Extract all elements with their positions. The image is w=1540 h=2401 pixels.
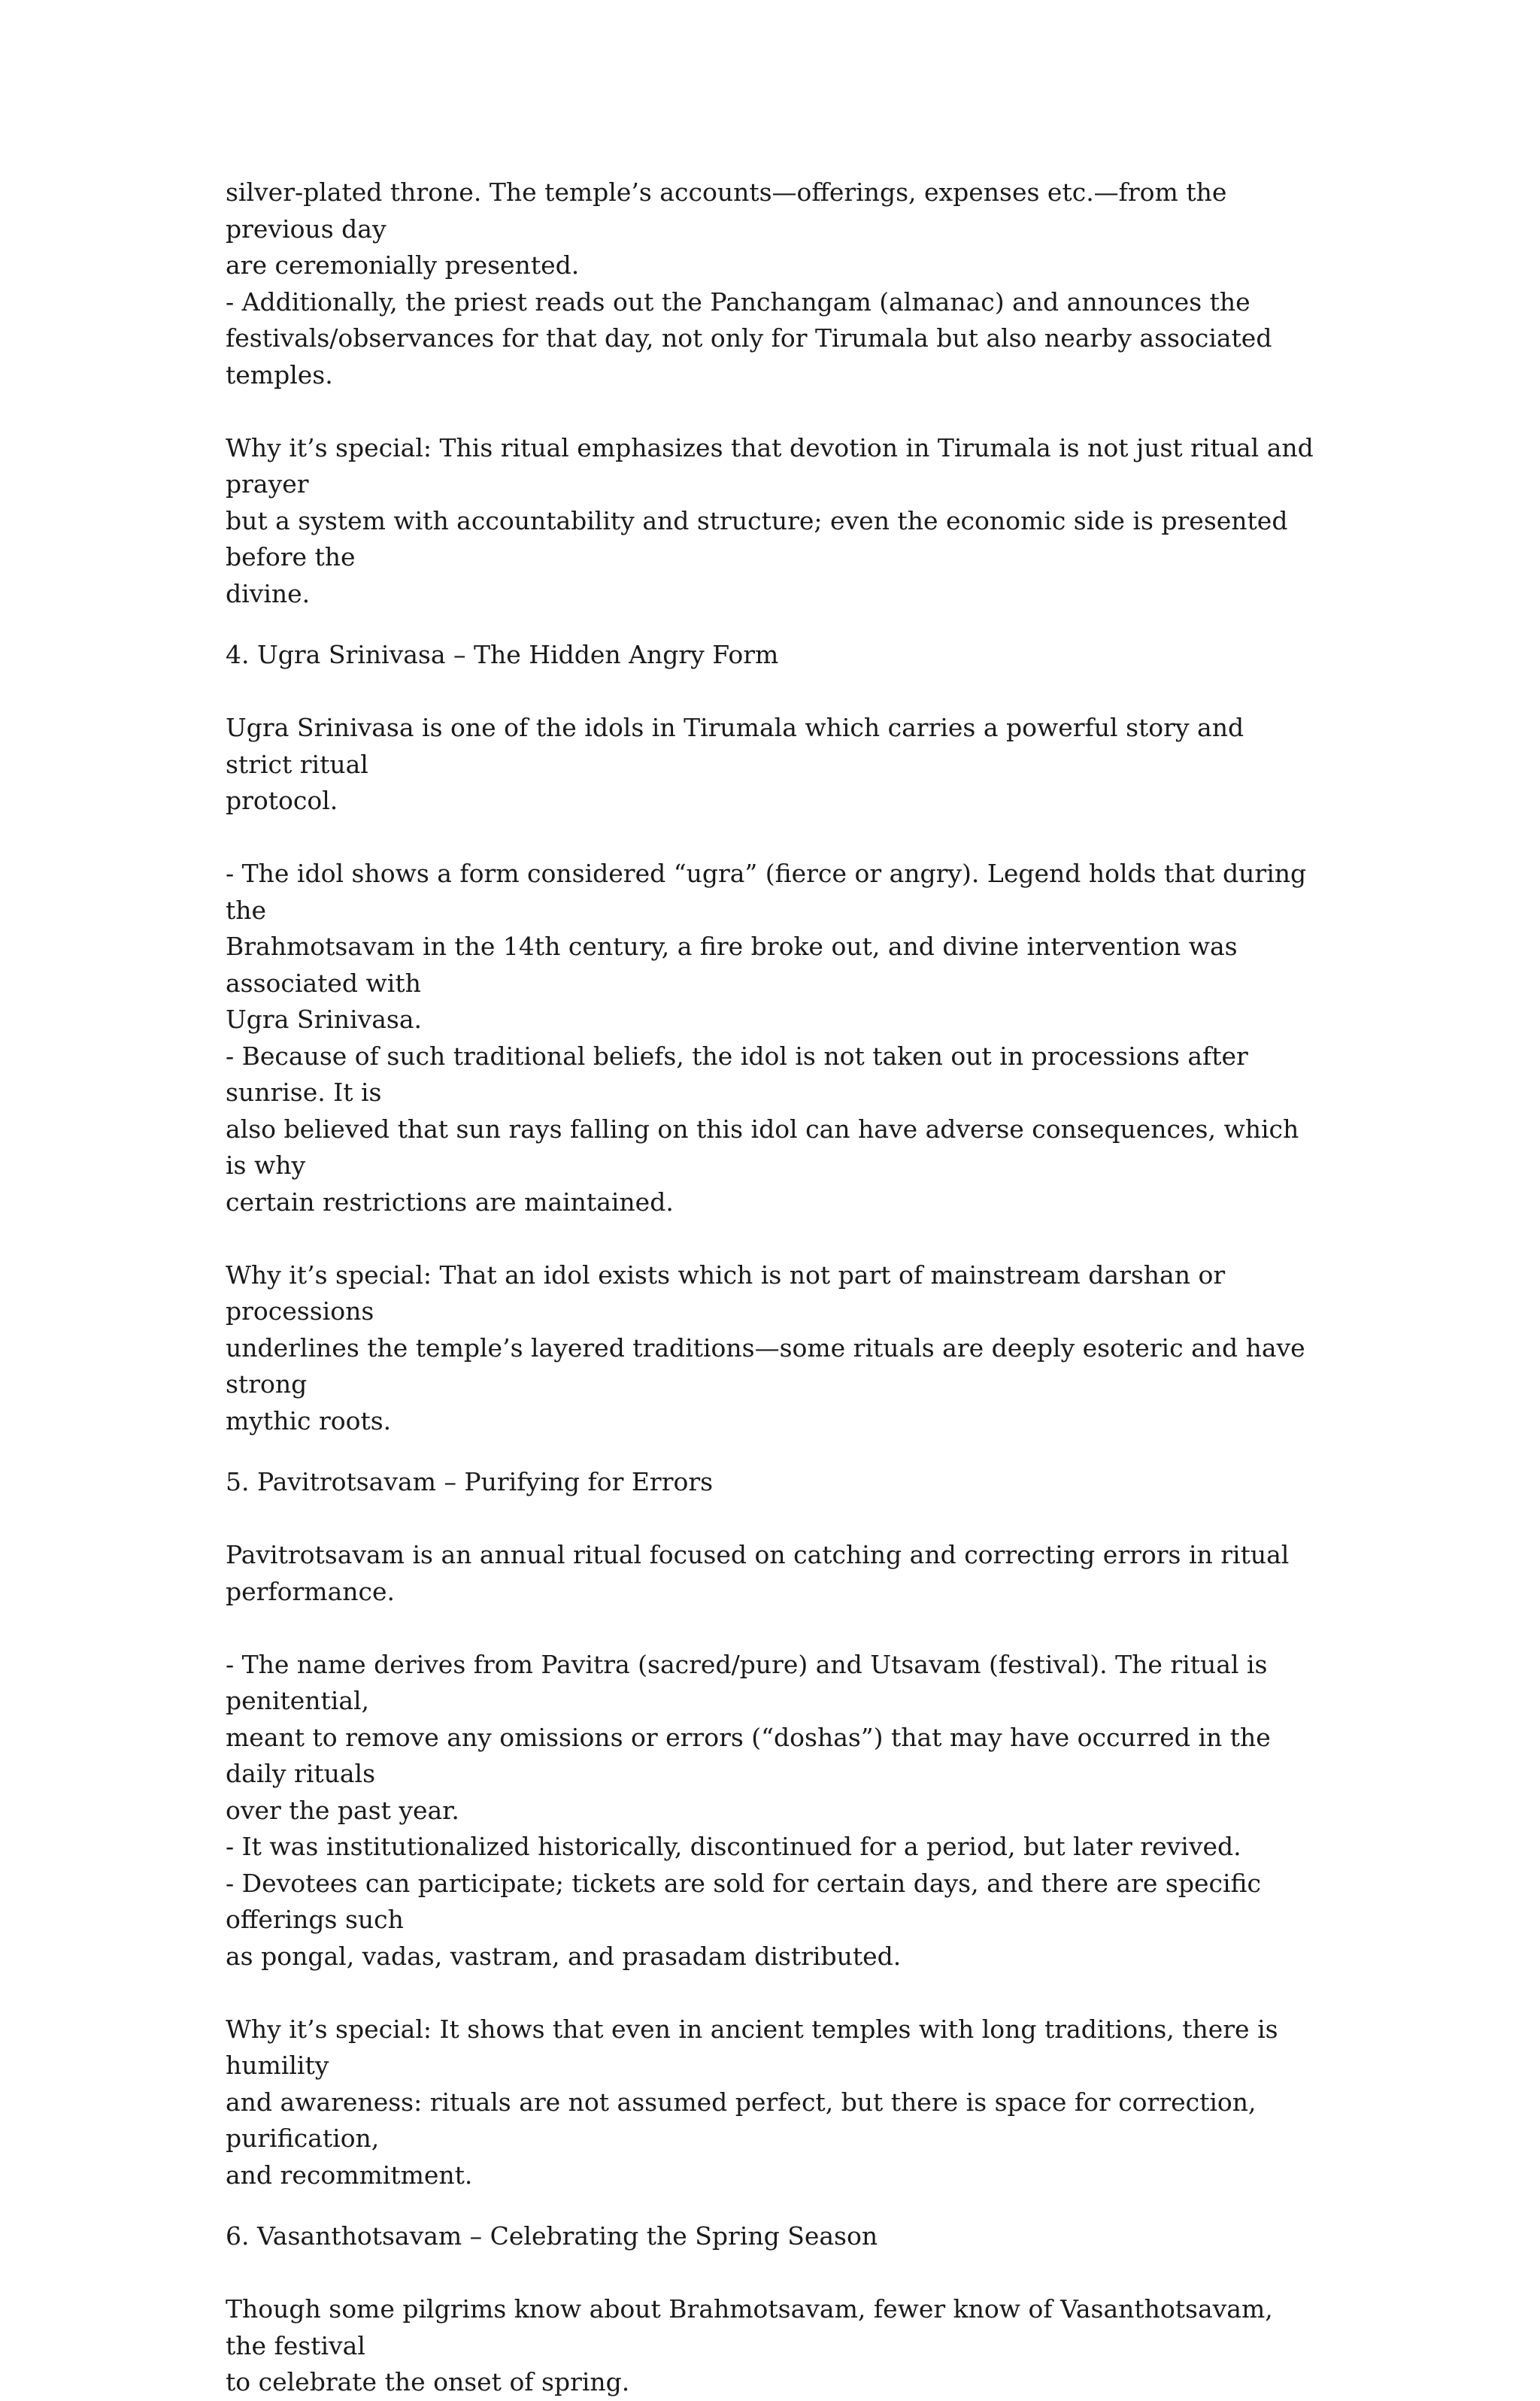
paragraph-gap bbox=[226, 393, 1316, 430]
text-line: Brahmotsavam in the 14th century, a fire broke out, and divine intervention was associated with bbox=[226, 932, 1238, 998]
text-line: to celebrate the onset of spring. bbox=[226, 2367, 630, 2396]
text-line: underlines the temple’s layered traditions—some rituals are deeply esoteric and have strong bbox=[226, 1332, 1305, 1399]
text-line: over the past year. bbox=[226, 1795, 459, 1825]
heading-line: 4. Ugra Srinivasa – The Hidden Angry Form bbox=[226, 640, 779, 669]
text-line: - Devotees can participate; tickets are sold for certain days, and there are specific offerings such bbox=[226, 1868, 1262, 1934]
text-line: Why it’s special: It shows that even in ancient temples with long traditions, there is humility bbox=[226, 2014, 1278, 2080]
text-line: - It was institutionalized historically, discontinued for a period, but later revived. bbox=[226, 1832, 1241, 1861]
paragraph-why-special-accounts bbox=[226, 430, 1316, 613]
text-line: also believed that sun rays falling on this idol can have adverse consequences, which is why bbox=[226, 1114, 1299, 1180]
paragraph-vasanthotsavam-intro bbox=[226, 2291, 1316, 2401]
paragraph-gap bbox=[226, 1439, 1316, 1464]
text-line: Though some pilgrims know about Brahmotsavam, fewer know of Vasanthotsavam, the festival bbox=[226, 2294, 1273, 2360]
paragraph-pavitrotsavam-details bbox=[226, 1647, 1316, 1975]
paragraph-gap bbox=[226, 1975, 1316, 2011]
paragraph-gap bbox=[226, 1220, 1316, 1257]
text-line: as pongal, vadas, vastram, and prasadam distributed. bbox=[226, 1941, 902, 1971]
text-line: are ceremonially presented. bbox=[226, 250, 580, 280]
paragraph-why-special-ugra bbox=[226, 1257, 1316, 1440]
paragraph-gap bbox=[226, 1610, 1316, 1647]
text-line: mythic roots. bbox=[226, 1405, 392, 1435]
text-line: Ugra Srinivasa. bbox=[226, 1005, 423, 1034]
text-line: divine. bbox=[226, 578, 311, 608]
paragraph-ugra-details bbox=[226, 856, 1316, 1220]
text-line: Why it’s special: That an idol exists which is not part of mainstream darshan or processions bbox=[226, 1260, 1226, 1326]
text-line: and recommitment. bbox=[226, 2160, 473, 2190]
text-line: but a system with accountability and structure; even the economic side is presented before the bbox=[226, 505, 1288, 571]
paragraph-pavitrotsavam-intro bbox=[226, 1537, 1316, 1610]
text-line: certain restrictions are maintained. bbox=[226, 1187, 674, 1217]
paragraph-ugra-intro bbox=[226, 710, 1316, 820]
heading-line: 6. Vasanthotsavam – Celebrating the Spring Season bbox=[226, 2221, 878, 2251]
paragraph-gap bbox=[226, 820, 1316, 856]
section-heading-pavitrotsavam bbox=[226, 1464, 1316, 1501]
text-line: Pavitrotsavam is an annual ritual focused on catching and correcting errors in ritual bbox=[226, 1540, 1290, 1569]
text-line: - The name derives from Pavitra (sacred/pure) and Utsavam (festival). The ritual is penitential, bbox=[226, 1649, 1268, 1715]
paragraph-accounts bbox=[226, 174, 1316, 393]
paragraph-gap bbox=[226, 2193, 1316, 2218]
text-line: meant to remove any omissions or errors (“doshas”) that may have occurred in the daily rituals bbox=[226, 1722, 1271, 1788]
text-line: and awareness: rituals are not assumed perfect, but there is space for correction, purification, bbox=[226, 2087, 1257, 2153]
text-line: Why it’s special: This ritual emphasizes that devotion in Tirumala is not just ritual and prayer bbox=[226, 432, 1314, 499]
paragraph-gap bbox=[226, 612, 1316, 637]
paragraph-gap bbox=[226, 674, 1316, 711]
text-line: performance. bbox=[226, 1576, 396, 1606]
paragraph-gap bbox=[226, 2255, 1316, 2292]
text-line: festivals/observances for that day, not only for Tirumala but also nearby associated temples. bbox=[226, 323, 1272, 390]
heading-line: 5. Pavitrotsavam – Purifying for Errors bbox=[226, 1467, 714, 1496]
text-line: - The idol shows a form considered “ugra” (fierce or angry). Legend holds that during the bbox=[226, 859, 1307, 925]
paragraph-gap bbox=[226, 1501, 1316, 1538]
text-line: - Because of such traditional beliefs, the idol is not taken out in processions after sunrise. It is bbox=[226, 1041, 1248, 1107]
section-heading-vasanthotsavam bbox=[226, 2218, 1316, 2255]
text-line: - Additionally, the priest reads out the Panchangam (almanac) and announces the bbox=[226, 286, 1250, 317]
document-body bbox=[226, 174, 1316, 2401]
text-line: silver-plated throne. The temple’s accounts—offerings, expenses etc.—from the previous day bbox=[226, 177, 1227, 244]
text-line: Ugra Srinivasa is one of the idols in Tirumala which carries a powerful story and strict ritual bbox=[226, 713, 1244, 779]
text-line: protocol. bbox=[226, 786, 338, 815]
paragraph-why-special-pavitrotsavam bbox=[226, 2011, 1316, 2194]
section-heading-ugra-srinivasa bbox=[226, 637, 1316, 674]
